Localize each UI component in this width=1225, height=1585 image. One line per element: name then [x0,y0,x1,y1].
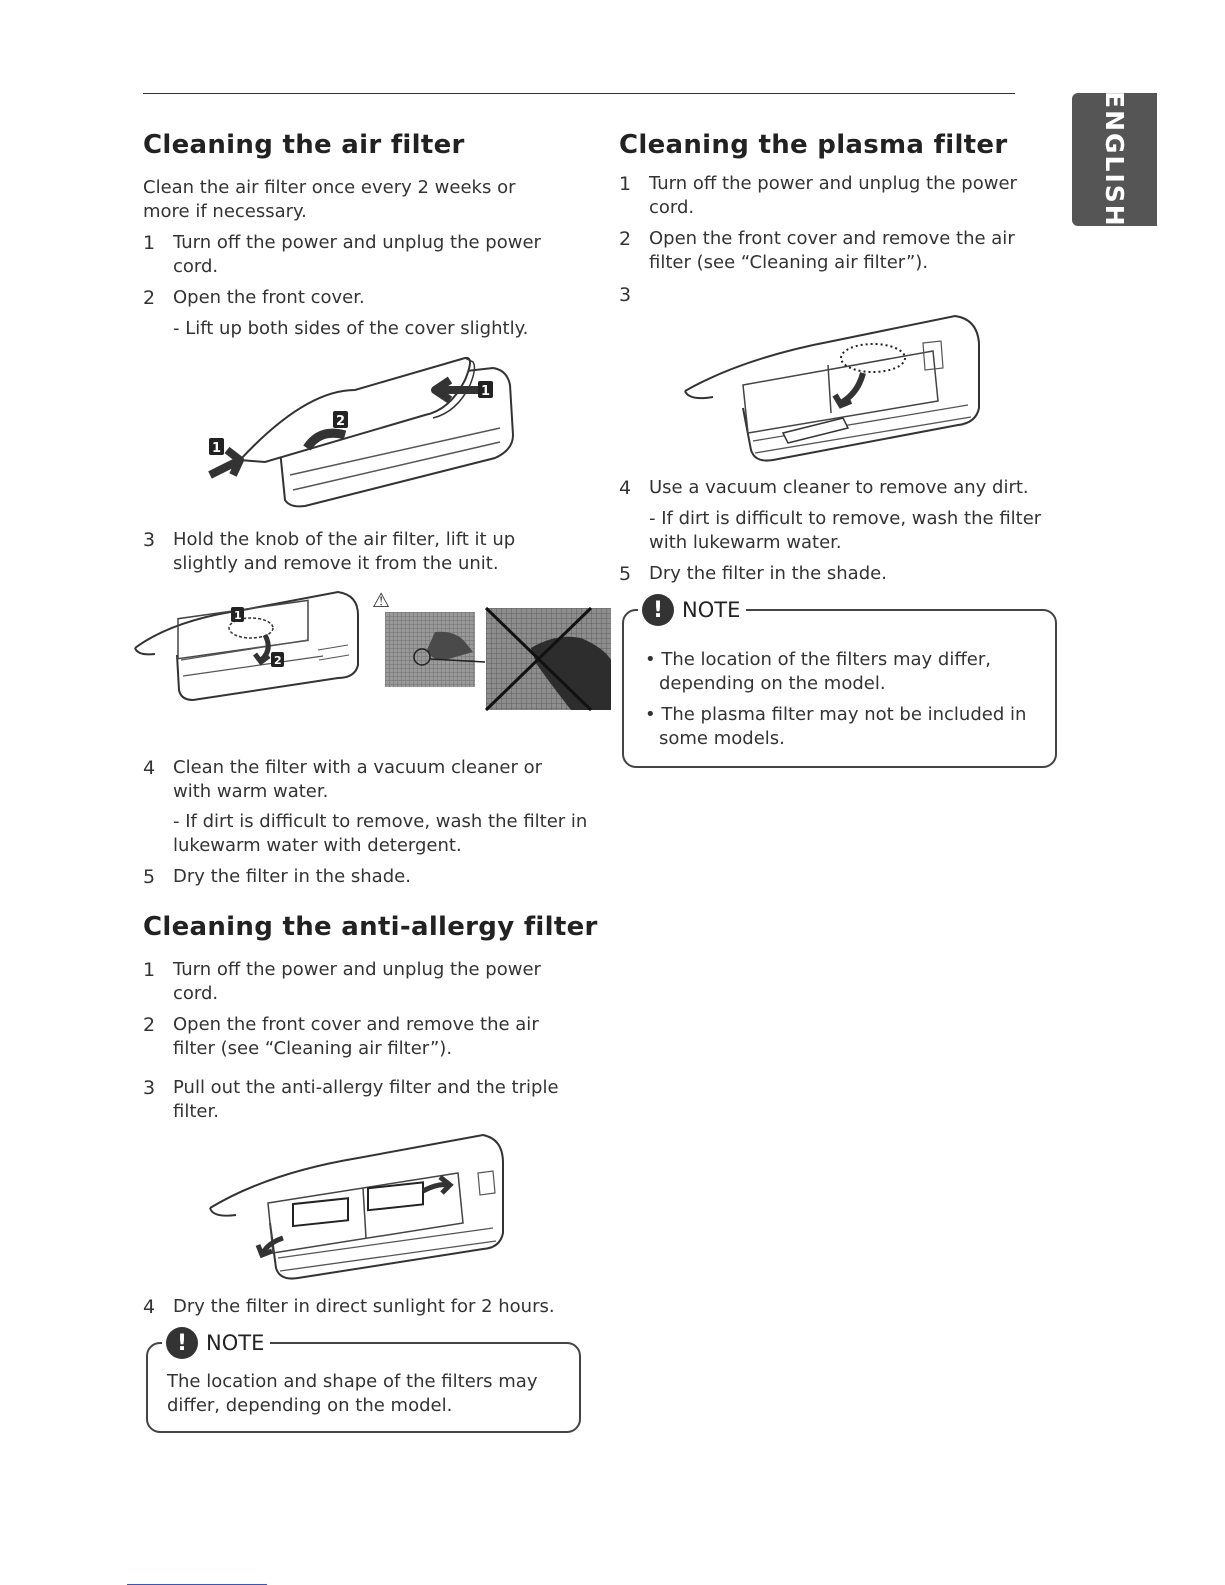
fig-label-1b: 1 [212,441,222,456]
fig2-label-2: 2 [274,654,282,667]
header-rule [143,93,1015,94]
warning-icon: ⚠ [372,588,390,612]
allergy-note-header [162,1327,270,1359]
air-filter-title: Cleaning the air filter [143,130,465,160]
allergy-step2-text: Open the front cover and remove the air filter (see “Cleaning air filter”). [173,1014,539,1059]
plasma-step4-sub: - If dirt is difficult to remove, wash the filter with lukewarm water. [649,508,1042,553]
plasma-step5-number: 5 [619,563,632,585]
air-step2-text: Open the front cover. [173,287,365,308]
plasma-step4-number: 4 [619,477,632,499]
allergy-note-label: NOTE [206,1331,265,1355]
allergy-note-text: The location and shape of the filters may differ, depending on the model. [167,1371,538,1416]
plasma-illustration [683,313,983,468]
plasma-note-label: NOTE [682,598,741,622]
language-tab-label: ENGLISH [1100,91,1129,228]
fig2-label-1: 1 [234,609,242,622]
allergy-step4-number: 4 [143,1296,156,1318]
allergy-step1-text: Turn off the power and unplug the power cord. [173,959,541,1004]
language-tab [1072,93,1157,226]
remove-filter-illustration [133,590,363,710]
open-cover-illustration [195,350,525,515]
air-step1-text: Turn off the power and unplug the power cord. [173,232,541,277]
air-step1-number: 1 [143,232,156,254]
plasma-note-header [638,594,746,626]
allergy-step3-text: Pull out the anti-allergy filter and the triple filter. [173,1077,559,1122]
anti-allergy-illustration [208,1133,508,1288]
fig-label-1a: 1 [481,384,491,399]
exclamation-icon: ! [166,1327,198,1359]
allergy-step3-number: 3 [143,1077,156,1099]
wrong-method-photo [486,608,611,710]
plasma-step5-text: Dry the filter in the shade. [649,563,887,584]
air-step4-number: 4 [143,757,156,779]
air-step3-text: Hold the knob of the air filter, lift it up slightly and remove it from the unit. [173,529,516,574]
allergy-step1-number: 1 [143,959,156,981]
air-step4-text: Clean the filter with a vacuum cleaner or with warm water. [173,757,542,802]
air-step3-number: 3 [143,529,156,551]
plasma-note-bullet-2: • The plasma filter may not be included in some models. [645,704,1027,749]
plasma-step1-number: 1 [619,173,632,195]
allergy-step2-number: 2 [143,1014,156,1036]
fig-label-2: 2 [336,414,346,429]
filter-photo [385,612,475,687]
plasma-step2-text: Open the front cover and remove the air filter (see “Cleaning air filter”). [649,228,1015,273]
air-step2-sub: - Lift up both sides of the cover slightly. [173,318,529,339]
exclamation-icon: ! [642,594,674,626]
plasma-step2-number: 2 [619,228,632,250]
anti-allergy-title: Cleaning the anti-allergy filter [143,912,598,942]
allergy-step4-text: Dry the filter in direct sunlight for 2 hours. [173,1296,555,1317]
air-step2-number: 2 [143,287,156,309]
plasma-title: Cleaning the plasma filter [619,130,1008,160]
air-step4-sub: - If dirt is difficult to remove, wash the filter in lukewarm water with detergent. [173,811,588,856]
air-filter-intro: Clean the air filter once every 2 weeks or more if necessary. [143,177,516,222]
plasma-note-bullet-1: • The location of the filters may differ, depending on the model. [645,649,991,694]
air-step5-text: Dry the filter in the shade. [173,866,411,887]
plasma-step4-text: Use a vacuum cleaner to remove any dirt. [649,477,1029,498]
plasma-step3-number: 3 [619,284,632,306]
plasma-step1-text: Turn off the power and unplug the power cord. [649,173,1017,218]
air-step5-number: 5 [143,866,156,888]
